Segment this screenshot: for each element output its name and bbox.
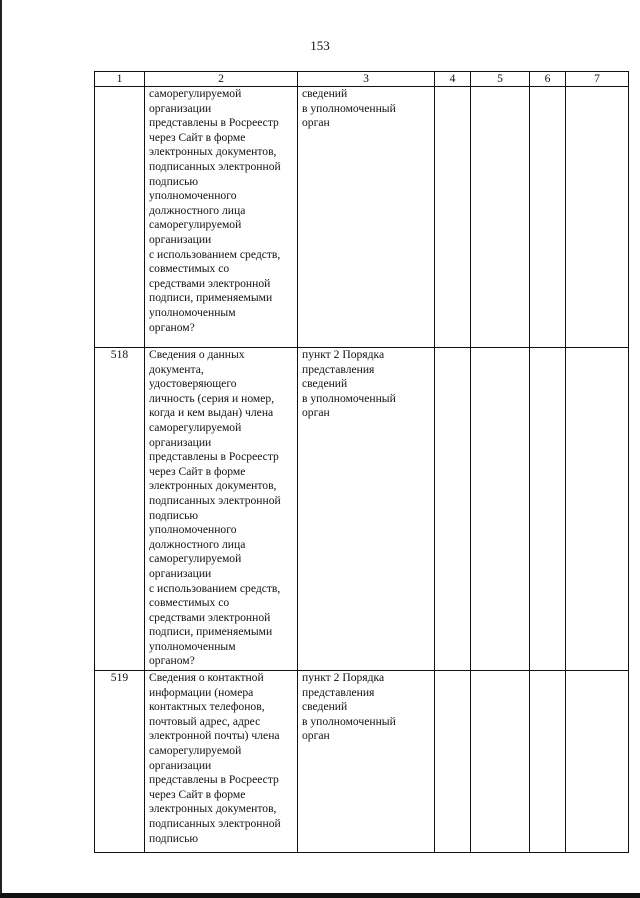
question-text: Сведения о контактной информации (номера контактных телефонов, почтовый адрес, адрес электронной почты) члена саморегулируемой организации представлены в Росреестр через Сайт в форме электронных документов, подписанных электронной подписью [145,671,298,853]
question-text: Сведения о данных документа, удостоверяющего личность (серия и номер, когда и кем выдан) члена саморегулируемой организации представлены в Росреестр через Сайт в форме электронных документов, подписанных электронной подписью уполномоченного должностного лица саморегулируемой организации с использованием средств, совместимых со средствами электронной подписи, применяемыми уполномоченным органом? [145,348,298,671]
column-header: 3 [298,72,435,87]
column-header: 7 [566,72,629,87]
legal-reference: пункт 2 Порядка представления сведений в уполномоченный орган [298,671,435,853]
scan-bottom-edge [0,893,640,898]
column-header: 1 [95,72,145,87]
legal-reference: пункт 2 Порядка представления сведений в уполномоченный орган [298,348,435,671]
table-row [95,87,629,348]
requirements-table [94,71,629,853]
answer-cell [566,671,629,853]
answer-cell [471,87,530,348]
answer-cell [530,671,566,853]
answer-cell [566,87,629,348]
table-row [95,671,629,853]
page-number: 153 [310,38,330,53]
answer-cell [471,671,530,853]
row-number: 519 [95,671,145,853]
answer-cell [566,348,629,671]
column-header: 6 [530,72,566,87]
column-header: 2 [145,72,298,87]
row-number: 518 [95,348,145,671]
answer-cell [435,671,471,853]
table-header-row [95,72,629,87]
answer-cell [530,87,566,348]
table-row [95,348,629,671]
legal-reference: сведений в уполномоченный орган [298,87,435,348]
answer-cell [435,348,471,671]
row-number [95,87,145,348]
answer-cell [471,348,530,671]
column-header: 4 [435,72,471,87]
column-header: 5 [471,72,530,87]
question-text: саморегулируемой организации представлены в Росреестр через Сайт в форме электронных документов, подписанных электронной подписью уполномоченного должностного лица саморегулируемой организации с использованием средств, совместимых со средствами электронной подписи, применяемыми уполномоченным органом? [145,87,298,348]
answer-cell [435,87,471,348]
answer-cell [530,348,566,671]
scan-left-edge [0,0,2,898]
